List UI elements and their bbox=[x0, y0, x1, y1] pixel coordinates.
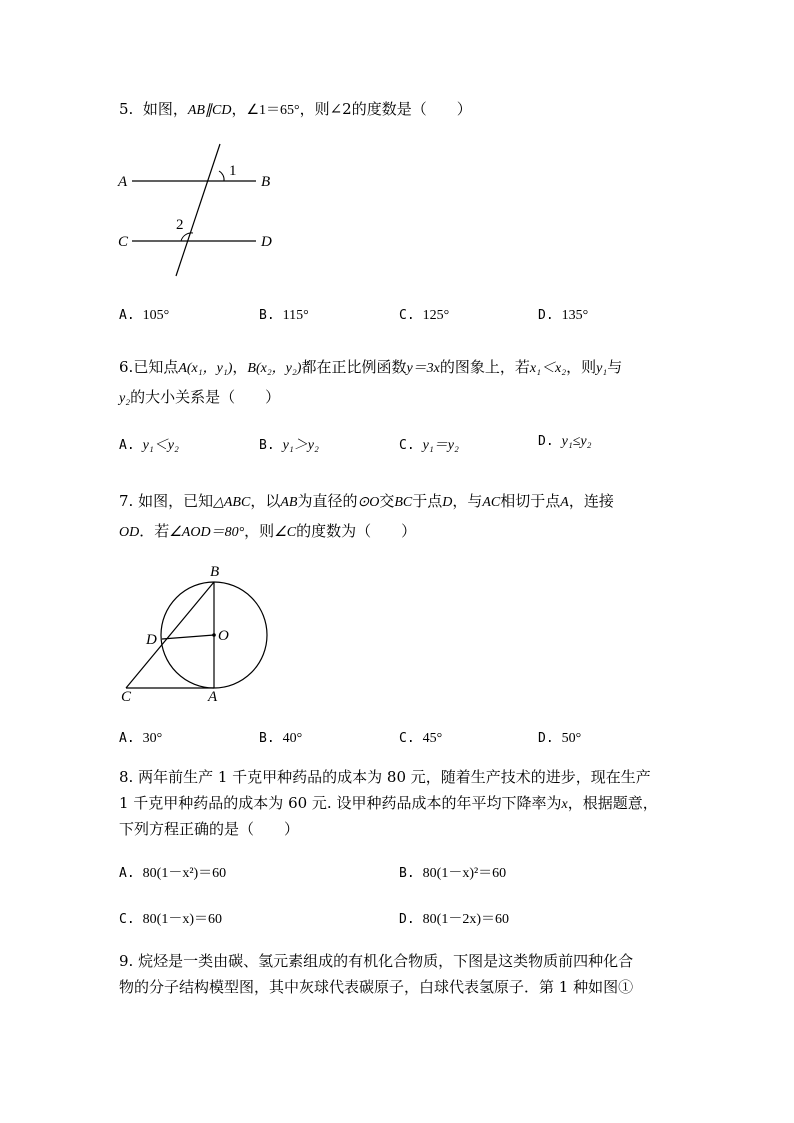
label-angle-1: 1 bbox=[229, 163, 237, 179]
stem-text: 如图， bbox=[142, 100, 188, 118]
label-b: B bbox=[210, 564, 220, 580]
stem-text: ，则∠2的度数是（ ） bbox=[299, 100, 472, 118]
y2-symbol: y₂ bbox=[119, 391, 131, 406]
question-5-stem bbox=[119, 98, 472, 119]
option-text: y₁＝y₂ bbox=[422, 438, 459, 453]
option-text: y₁＞y₂ bbox=[282, 438, 319, 453]
angle-1-arc bbox=[219, 171, 224, 181]
option-label: A. bbox=[119, 731, 135, 746]
question-9-stem-line1 bbox=[119, 950, 633, 971]
point-a: A bbox=[560, 495, 569, 510]
question-8-stem-line1 bbox=[119, 766, 651, 787]
option-text: 40° bbox=[282, 731, 303, 746]
q7-option-b[interactable] bbox=[259, 731, 302, 747]
option-text: 30° bbox=[142, 731, 163, 746]
option-label: B. bbox=[259, 438, 275, 453]
option-label: A. bbox=[119, 308, 135, 323]
angle-condition: ∠1＝65° bbox=[246, 103, 300, 118]
transversal-line bbox=[176, 144, 220, 276]
q8-option-d[interactable] bbox=[399, 908, 509, 928]
point-b: B(x₂，y₂) bbox=[247, 361, 302, 376]
stem-text: ， bbox=[232, 358, 248, 376]
question-8-stem-line2 bbox=[119, 792, 658, 813]
stem-text: 9. 烷烃是一类由碳、氢元素组成的有机化合物质，下图是这类物质前四种化合 bbox=[119, 952, 634, 970]
label-c: C bbox=[121, 689, 132, 705]
question-9-stem-line2 bbox=[119, 976, 633, 997]
option-text: 125° bbox=[422, 308, 450, 323]
stem-text: 的大小关系是（ ） bbox=[130, 388, 281, 406]
y1-symbol: y₁ bbox=[596, 361, 608, 376]
circle-o: ⊙O bbox=[357, 495, 380, 510]
label-a: A bbox=[118, 174, 128, 190]
label-a: A bbox=[208, 689, 218, 705]
triangle-abc: △ABC bbox=[213, 495, 251, 510]
option-label: D. bbox=[538, 434, 554, 449]
stem-text: 都在正比例函数 bbox=[301, 358, 407, 376]
option-text: 45° bbox=[422, 731, 443, 746]
stem-text: 的图象上，若 bbox=[439, 358, 530, 376]
stem-text: 交 bbox=[379, 492, 395, 510]
option-label: D. bbox=[538, 308, 554, 323]
option-label: D. bbox=[399, 912, 415, 927]
stem-text: ，则 bbox=[244, 522, 275, 540]
q8-option-b[interactable] bbox=[399, 862, 506, 882]
q7-option-d[interactable] bbox=[538, 731, 581, 747]
question-7-stem-line2 bbox=[119, 520, 416, 541]
option-label: C. bbox=[399, 438, 415, 453]
label-d: D bbox=[261, 234, 272, 250]
angle-2-arc bbox=[181, 233, 193, 241]
q6-option-d[interactable] bbox=[538, 434, 592, 450]
segment-ac: AC bbox=[482, 495, 501, 510]
stem-text: 的度数为（ ） bbox=[296, 522, 417, 540]
stem-text: 相切于点 bbox=[500, 492, 561, 510]
option-label: B. bbox=[259, 731, 275, 746]
variable-x: x bbox=[561, 797, 568, 812]
option-label: C. bbox=[399, 731, 415, 746]
stem-text: 1 千克甲种药品的成本为 60 元. 设甲种药品成本的年平均下降率为 bbox=[119, 794, 562, 812]
q6-option-c[interactable] bbox=[399, 434, 459, 454]
option-label: D. bbox=[538, 731, 554, 746]
stem-text: ，连接 bbox=[568, 492, 614, 510]
stem-text: ，根据题意， bbox=[567, 794, 658, 812]
stem-text: 已知点 bbox=[133, 358, 179, 376]
label-b: B bbox=[261, 174, 271, 190]
angle-aod-condition: ∠AOD＝80° bbox=[169, 525, 245, 540]
stem-text: ，以 bbox=[250, 492, 281, 510]
option-text: 80(1－x)²＝60 bbox=[422, 866, 507, 881]
question-6-stem-line1 bbox=[119, 356, 622, 377]
x-condition: x₁＜x₂ bbox=[529, 361, 567, 376]
question-number: 7. bbox=[119, 492, 134, 510]
option-label: B. bbox=[399, 866, 415, 881]
stem-text: 为直径的 bbox=[297, 492, 358, 510]
stem-text: 物的分子结构模型图，其中灰球代表碳原子，白球代表氢原子．第 1 种如图① bbox=[119, 978, 634, 996]
question-number: 5. bbox=[119, 100, 134, 118]
q8-option-c[interactable] bbox=[119, 908, 222, 928]
option-text: 135° bbox=[561, 308, 589, 323]
label-d: D bbox=[146, 632, 157, 648]
segment-ab: AB bbox=[280, 495, 298, 510]
option-label: B. bbox=[259, 308, 275, 323]
label-angle-2: 2 bbox=[176, 217, 184, 233]
segment-od: OD bbox=[119, 525, 140, 540]
center-point bbox=[212, 633, 216, 637]
parallel-condition: AB∥CD bbox=[187, 103, 232, 118]
option-label: A. bbox=[119, 866, 135, 881]
option-text: y₁＜y₂ bbox=[142, 438, 179, 453]
stem-text: ．若 bbox=[139, 522, 170, 540]
option-text: 50° bbox=[561, 731, 582, 746]
option-label: A. bbox=[119, 438, 135, 453]
stem-text: 与 bbox=[607, 358, 623, 376]
label-o: O bbox=[218, 628, 229, 644]
option-label: C. bbox=[119, 912, 135, 927]
option-label: C. bbox=[399, 308, 415, 323]
point-a: A(x₁，y₁) bbox=[178, 361, 233, 376]
question-6-stem-line2 bbox=[119, 386, 280, 407]
q7-option-c[interactable] bbox=[399, 731, 442, 747]
function-expression: y＝3x bbox=[406, 361, 440, 376]
option-text: y₁≤y₂ bbox=[561, 434, 592, 449]
stem-text: ，则 bbox=[566, 358, 597, 376]
stem-text: ，与 bbox=[452, 492, 483, 510]
q8-option-a[interactable] bbox=[119, 862, 226, 882]
q5-option-c[interactable] bbox=[399, 308, 449, 324]
angle-c: ∠C bbox=[274, 525, 297, 540]
line-bc bbox=[126, 582, 214, 688]
option-text: 80(1－2x)＝60 bbox=[422, 912, 509, 927]
q6-option-a[interactable] bbox=[119, 434, 179, 454]
stem-text: 8. 两年前生产 1 千克甲种药品的成本为 80 元，随着生产技术的进步，现在生产 bbox=[119, 768, 651, 786]
option-text: 80(1－x)＝60 bbox=[142, 912, 222, 927]
option-text: 105° bbox=[142, 308, 170, 323]
figure-circle-triangle bbox=[110, 558, 290, 708]
option-text: 80(1－x²)＝60 bbox=[142, 866, 227, 881]
stem-text: ， bbox=[231, 100, 247, 118]
label-c: C bbox=[118, 234, 129, 250]
q6-option-b[interactable] bbox=[259, 434, 319, 454]
q7-option-a[interactable] bbox=[119, 731, 162, 747]
q5-option-d[interactable] bbox=[538, 308, 588, 324]
point-d: D bbox=[442, 495, 453, 510]
question-7-stem-line1 bbox=[119, 490, 614, 511]
option-text: 115° bbox=[282, 308, 309, 323]
question-8-stem-line3 bbox=[119, 818, 299, 839]
q5-option-b[interactable] bbox=[259, 308, 309, 324]
figure-parallel-lines bbox=[110, 140, 300, 285]
stem-text: 如图，已知 bbox=[138, 492, 214, 510]
stem-text: 于点 bbox=[412, 492, 443, 510]
q5-option-a[interactable] bbox=[119, 308, 169, 324]
stem-text: 下列方程正确的是（ ） bbox=[119, 820, 300, 838]
segment-bc: BC bbox=[394, 495, 413, 510]
question-number: 6. bbox=[119, 358, 134, 376]
